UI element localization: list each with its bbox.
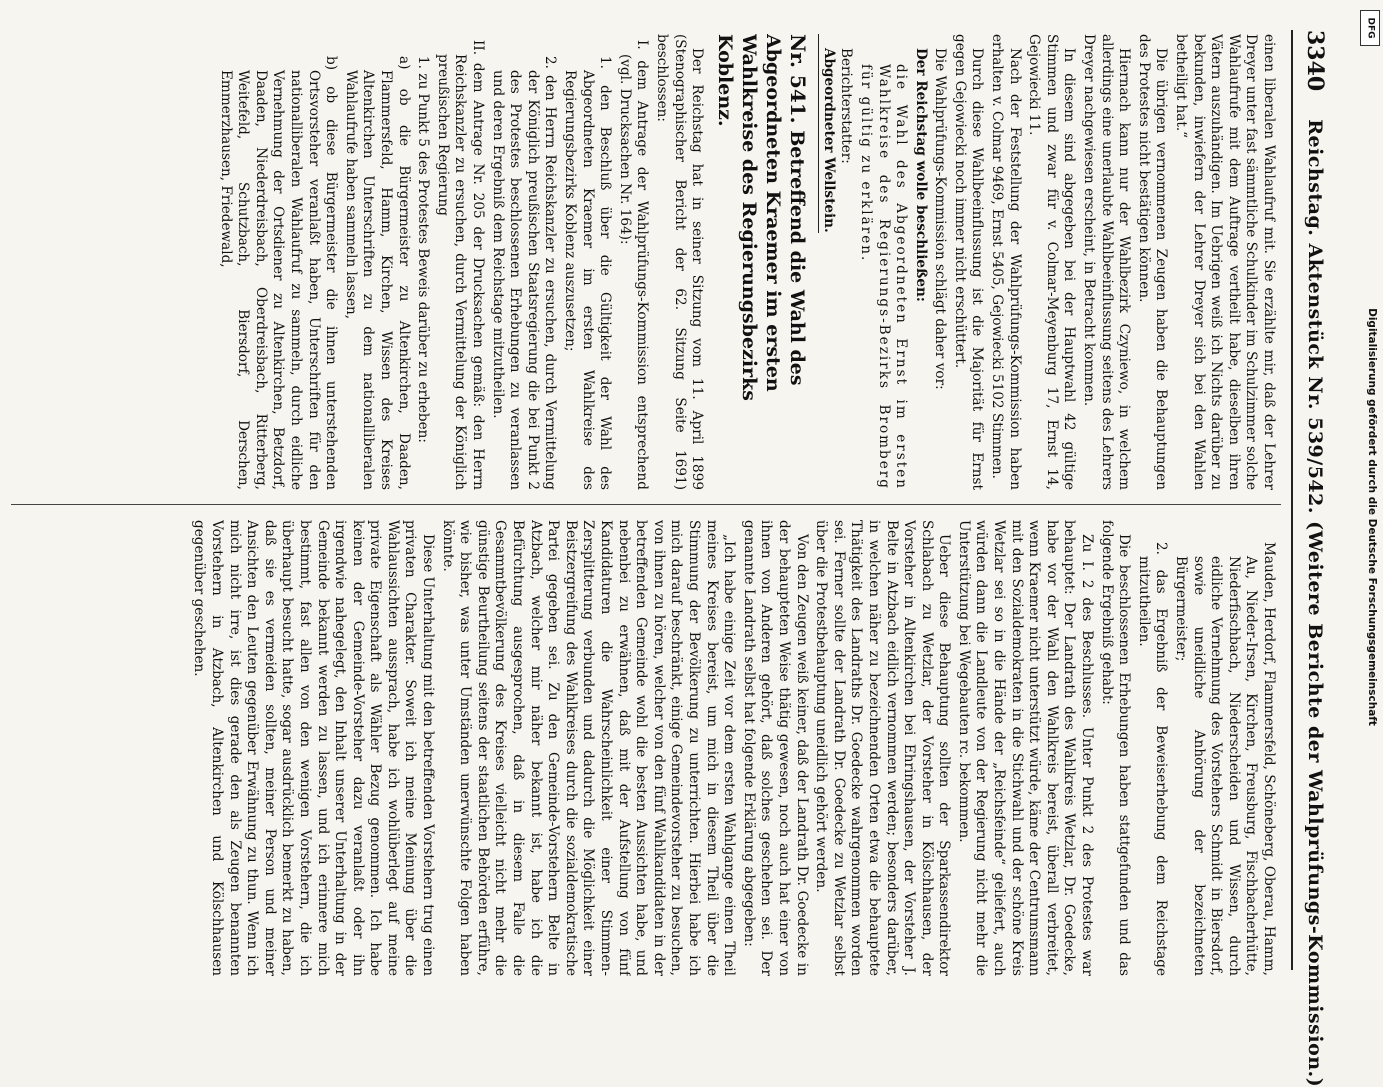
page-number: 3340 — [1302, 30, 1328, 92]
paragraph: Diese Unterhaltung mit den betreffenden Vorstehern trug einen privaten Charakter. Soweit ich meine Meinung über die Wahlaussichten aussprach, habe ich wohlüberlegt auf meine private Eigenschaft als Wähler Bezug genommen. Ich habe keinen der Gemeinde-Vorsteher dazu veranlaßt oder ihn irgendwie nahegelegt, den Inhalt unserer Unterhaltung in der Gemeinde bekannt werden zu lassen, und ich erinnere mich bestimmt, fast allen von den wenigen Vorstehern, die ich überhaupt besucht hatte, sogar ausdrücklich bemerkt zu haben, daß sie es vermeiden sollten, meiner Person und meiner Ansichten den Leuten gegenüber Erwähnung zu thun. Wenn ich mich nicht irre, ist dies gerade den als Zeugen benannten Vorstehern in Atzbach, Altenkirchen und Kölschhausen gegenüber geschehen. — [191, 520, 437, 976]
paragraph: Der Reichstag hat in seiner Sitzung vom 11. April 1899 (Stenographischer Bericht der 62. Sitzung Seite 1691) beschlossen: — [653, 34, 706, 490]
credit-line: Digitalisierung gefördert durch die Deutsche Forschungsgemeinschaft — [1366, 308, 1378, 726]
reporter-label: Berichterstatter: — [838, 48, 855, 164]
page-header — [1295, 30, 1335, 1087]
list-item: 1. den Beschluß über die Gültigkeit der Wahl des Abgeordneten Kraemer im ersten Wahlkreise des Regierungsbezirks Koblenz auszusetzen; — [562, 56, 614, 490]
list-item: I. dem Antrage der Wahlprüfungs-Kommission entsprechend (vgl. Drucksachen Nr. 164): — [616, 40, 651, 490]
reporter-name: Abgeordneter Wellstein. — [818, 34, 837, 233]
list-item: 2. das Ergebniß der Beweiserhebung dem Reichstage mitzutheilen. — [1135, 542, 1170, 976]
column-separator — [11, 504, 1281, 505]
paragraph: Durch diese Wahlbeeinflussung ist die Majorität für Ernst gegen Gejowiecki noch immer nicht erschüttert. — [951, 34, 986, 490]
section-title: Betreffend die Wahl des Abgeordneten Kraemer im ersten Wahlkreise des Regierungsbezirks Koblenz. — [714, 34, 809, 401]
paragraph: Hiernach kann nur der Wahlbezirk Czyniewo, in welchem allerdings eine unerlaubte Wahlbeeinflussung seitens des Lehrers Dreyer nachgewiesen erscheint, in Betracht kommen. — [1081, 34, 1133, 490]
paragraph: Mauden, Herdorf, Flammersfeld, Schöneberg, Oberau, Hamm, Au, Nieder-Irsen, Kirchen, Freusburg, Fischbacherhütte, Niederfischbach, Niederscheiden und Wissen, durch eidliche Vernehmung des Vorstehers Schmidt in Biersdorf, sowie uneidliche Anhörung der bezeichneten Bürgermeister; — [1173, 542, 1277, 976]
header-rule — [1291, 30, 1293, 970]
paragraph: Die beschlossenen Erhebungen haben stattgefunden und das folgende Ergebniß gehabt: — [1098, 520, 1133, 976]
motion-text: die Wahl des Abgeordneten Ernst im ersten Wahlkreise des Regierungs-Bezirks Bromberg für gültig zu erklären. — [857, 64, 910, 490]
list-item: a) ob die Bürgermeister zu Altenkirchen, Daaden, Flammersfeld, Hamm, Kirchen, Wissen des Kreises Altenkirchen Unterschriften zu dem nationalliberalen Wahlaufrufe haben sammeln lassen, — [342, 56, 412, 490]
left-column — [17, 34, 1277, 490]
right-column — [17, 520, 1277, 976]
paragraph: In diesem sind abgegeben bei der Hauptwahl 42 gültige Stimmen und zwar für v. Colmar-Meyenburg 17, Ernst 14, Gejowiecki 11. — [1026, 34, 1078, 490]
digitization-credit — [1357, 0, 1383, 1000]
section-heading — [713, 34, 810, 490]
paragraph: „Ich habe einige Zeit vor dem ersten Wahlgange einen Theil meines Kreises bereist, um mich in diesem Theil über die Stimmung der Bevölkerung zu unterrichten. Hierbei habe ich mich darauf beschränkt, einige Gemeindevorsteher zu besuchen, von ihnen zu hören, welcher von den fünf Wahlkandidaten in der betreffenden Gemeinde wohl die besten Aussichten habe, und nebenbei zu erwähnen, daß mit der Aufstellung von fünf Kandidaturen die Wahrscheinlichkeit einer Stimmen-Zersplitterung verbunden und dadurch die Möglichkeit einer Beistzergreifung des Wahlkreises durch die sozialdemokratische Partei gegeben sei. Zu den Gemeinde-Vorstehern Belte in Atzbach, welcher mir näher bekannt ist, habe ich die Befürchtung ausgesprochen, daß in diesem Falle die Gesammtbevölkerung des Kreises vielleicht nicht mehr die günstige Beurtheilung seitens der staatlichen Behörden erführe, wie bisher, was unter Umständen unerwünschte Folgen haben könnte. — [439, 520, 738, 976]
dfg-logo: DFG — [1360, 10, 1380, 46]
paragraph: Die Wahlprüfungs-Kommission schlägt daher vor: — [932, 48, 949, 390]
reporter-block — [818, 34, 854, 490]
paragraph: Die übrigen vernommenen Zeugen haben die Behauptungen des Protestes nicht bestätigen können. — [1135, 34, 1170, 490]
paragraph: Von den Zeugen weiß keiner, daß der Landrath Dr. Goedecke in der behaupteten Weise thätig gewesen, noch auch hat einer von ihnen von Anderen gehört, daß solches geschehen sei. Der genannte Landrath selbst hat folgende Erklärung abgegeben: — [740, 520, 810, 976]
paragraph: Zu I. 2 des Beschlusses. Unter Punkt 2 des Protestes war behauptet: Der Landrath des Wahlkreis Wetzlar, Dr. Goedecke, habe vor der Wahl den Wahlkreis bereist, überall verbreitet, wenn Kraemer nicht unterstützt würde, käme der Centrumsmann mit den Sozialdemokraten in die Stichwahl und der schöne Kreis Wetzlar sei so in die Hände der „Reichsfeinde“ geliefert, auch würden dann die Landleute von der Regierung nicht mehr die Unterstützung bei Wegebauten rc. bekommen. — [955, 520, 1096, 976]
list-item: II. dem Antrage Nr. 205 der Drucksachen gemäß: den Herrn Reichskanzler zu ersuchen, durch Vermittelung der Königlich preußischen Regierung — [434, 40, 487, 490]
list-item: 2. den Herrn Reichskanzler zu ersuchen, durch Vermittelung der Königlich preußischen Staatsregierung die bei Punkt 2 des Protestes beschlossenen Erhebungen zu veranlassen und deren Ergebniß dem Reichstage mitzutheilen. — [489, 56, 559, 490]
paragraph: einen liberalen Wahlaufruf mit. Sie erzählte mir, daß der Lehrer Dreyer unter fast sämmtliche Schulkinder im Schulzimmer solche Wahlaufrufe mit dem Auftrage vertheilt habe, dieselben ihren Vätern auszuhändigen. Im Uebrigen weiß ich Nichts darüber zu bekunden, inwiefern der Lehrer Dreyer sich bei den Wahlen betheiligt hat.“ — [1173, 34, 1277, 490]
paragraph: Ueber diese Behauptung sollten der Sparkassendirektor Schlabach zu Wetzlar, der Vorsteher in Kölschhausen, der Vorsteher in Altenkirchen bei Ehringshausen, der Vorsteher J. Belte in Atzbach eidlich vernommen werden; besonders darüber, in welchen näher zu bezeichnenden Orten etwa die behauptete Thätigkeit des Landraths Dr. Goedecke wahrgenommen worden sei. Ferner sollte der Landrath Dr. Goedecke zu Wetzlar selbst über die Protestbehauptung uneidlich gehört werden. — [813, 520, 953, 976]
list-item: b) ob diese Bürgermeister die ihnen unterstehenden Ortsvorsteher veranlaßt haben, Unterschriften für den nationalliberalen Wahlaufruf zu sammeln, durch eidliche Vernehmung der Ortsdiener zu Altenkirchen, Betzdorf, Daaden, Niederdreisbach, Oberdreisbach, Ritterberg, Weitefeld, Schutzbach, Biersdorf, Derschen, Emmerzhausen, Friedewald, — [217, 56, 340, 490]
section-number: Nr. 541. — [786, 34, 811, 124]
paragraph: Nach der Feststellung der Wahlprüfungs-Kommission haben erhalten v. Colmar 9469, Ernst 5405, Gejowiecki 5102 Stimmen. — [989, 34, 1023, 490]
running-title: Reichstag. Aktenstück Nr. 539/542. (Weitere Berichte der Wahlprüfungs-Kommission.) — [1304, 119, 1326, 1087]
list-item: 1. zu Punkt 5 des Protestes Beweis darüber zu erheben: — [415, 56, 432, 443]
paragraph: Der Reichstag wolle beschließen: — [912, 48, 929, 302]
